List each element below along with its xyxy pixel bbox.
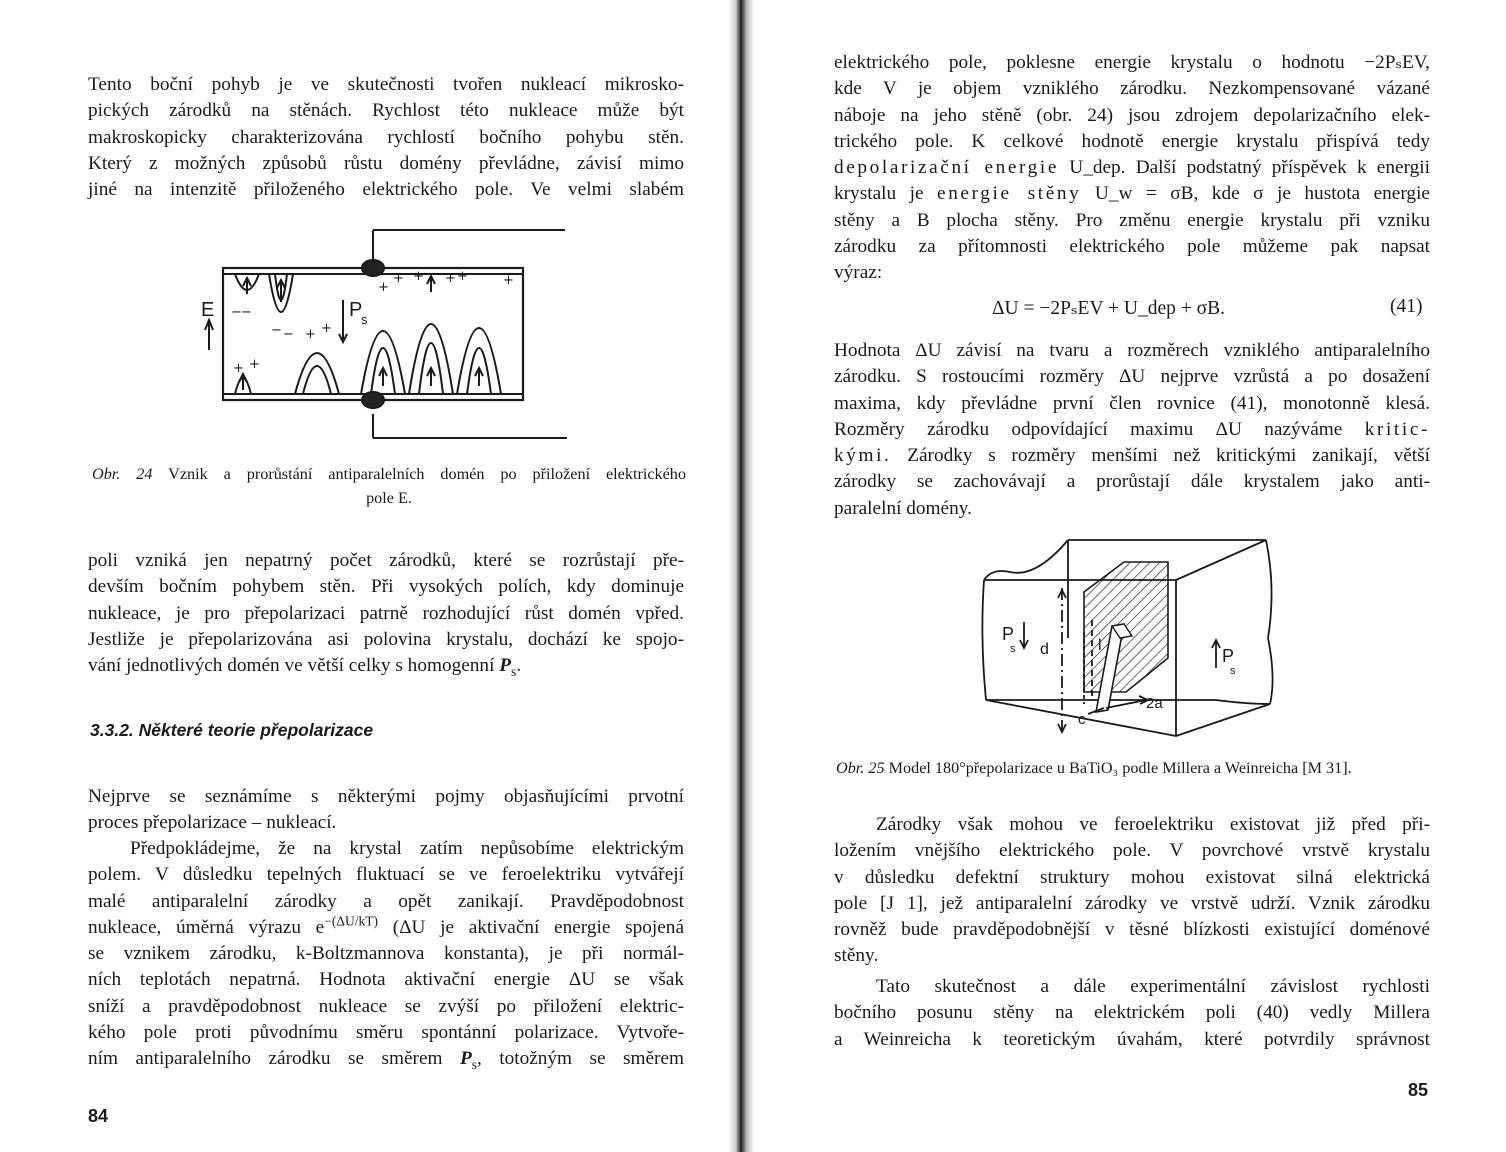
spaced-term: depolarizační energie bbox=[834, 157, 1060, 179]
text-line: Tento boční pohyb je ve skutečnosti tvořen nukleací mikrosko- bbox=[88, 74, 684, 95]
text-line: náboje na jeho stěně (obr. 24) jsou zdrojem depolarizačního elek- bbox=[834, 104, 1430, 126]
charge-sign: + bbox=[445, 271, 456, 286]
text-line: polem. V důsledku tepelných fluktuací se ve feroelektriku vytvářejí bbox=[88, 864, 684, 886]
charge-sign: + bbox=[378, 280, 389, 295]
text-line: Který z možných způsobů růstu domény převládne, závisí mimo bbox=[88, 152, 684, 174]
text-line: kého pole proti původnímu směru spontánní polarizace. Vytvoře- bbox=[88, 1022, 684, 1044]
text-line: trického pole. K celkové hodnotě energie krystalu přispívá tedy bbox=[834, 130, 1430, 152]
text-line: elektrického pole, poklesne energie krystalu o hodnotu −2PₛEV, bbox=[834, 52, 1430, 73]
text-line: ložením vnějšího elektrického pole. V povrchové vrstvě krystalu bbox=[834, 840, 1430, 862]
caption-line: pole E. bbox=[366, 489, 412, 507]
text-line: depolarizační energie U_dep. Další podstatný příspěvek k energii bbox=[834, 157, 1430, 179]
spaced-term: kritic- bbox=[1364, 418, 1430, 440]
charge-sign: + bbox=[249, 357, 260, 372]
text-line: ních teplotách nepatrná. Hodnota aktivační energie ΔU se však bbox=[88, 969, 684, 991]
figure-24-domain-diagram bbox=[195, 222, 585, 444]
charge-sign: − bbox=[241, 305, 252, 320]
text-line: Rozměry zárodku odpovídající maximu ΔU nazýváme kritic- bbox=[834, 418, 1430, 440]
figure-25-nucleus-model bbox=[976, 528, 1286, 742]
text-line: malé antiparalelní zárodky a opět zanikají. Pravděpodobnost bbox=[88, 890, 684, 912]
text-line: Hodnota ΔU závisí na tvaru a rozměrech vzniklého antiparalelního bbox=[834, 340, 1430, 361]
equation-number: (41) bbox=[1390, 296, 1423, 317]
left-page bbox=[0, 0, 730, 1152]
text-line: Jestliže je přepolarizována asi polovina krystalu, dochází ke spojo- bbox=[88, 628, 684, 650]
text-line: Předpokládejme, že na krystal zatím nepůsobíme elektrickým bbox=[130, 838, 684, 859]
left-paragraph-1 bbox=[88, 72, 684, 203]
text-line: stěny a B plocha stěny. Pro změnu energie krystalu při vzniku bbox=[834, 209, 1430, 231]
right-page bbox=[752, 0, 1506, 1152]
spaced-term: kými. bbox=[834, 445, 892, 467]
left-paragraph-3 bbox=[88, 784, 684, 837]
section-heading: 3.3.2. Některé teorie přepolarizace bbox=[90, 720, 374, 740]
caption-figure-number: Obr. 25 bbox=[836, 759, 885, 777]
figure-25-caption bbox=[836, 756, 1432, 780]
caption-line bbox=[836, 756, 1432, 780]
text-line: Zárodky však mohou ve feroelektriku existovat již před při- bbox=[876, 814, 1430, 835]
charge-sign: + bbox=[321, 321, 332, 336]
text-line: nukleace, úměrná výrazu $e^{-(\Delta U/kT)}$ (ΔU je aktivační energie spojená bbox=[88, 913, 685, 938]
crystal-block-edge bbox=[1266, 540, 1273, 704]
polarization-label: P bbox=[349, 299, 363, 321]
charge-sign: + bbox=[305, 327, 316, 342]
text-line: a Weinreicha k teoretickým úvahám, které potvrdily správnost bbox=[834, 1028, 1430, 1050]
text-line: se vznikem zárodku, k-Boltzmannova konstanta), je při normál- bbox=[88, 943, 684, 965]
text-line: jiné na intenzitě přiloženého elektrického pole. Ve velmi slabém bbox=[88, 179, 684, 201]
charge-sign: + bbox=[503, 273, 514, 288]
domain-bottom bbox=[295, 353, 339, 394]
field-label: E bbox=[201, 299, 215, 321]
text-line: paralelní domény. bbox=[834, 497, 972, 519]
caption-line bbox=[92, 462, 686, 486]
electrode-top bbox=[362, 260, 384, 276]
equation-41: ΔU = −2PₛEV + U_dep + σB. bbox=[992, 298, 1226, 319]
text-line: nukleace, je pro přepolarizaci patrně rozhodující růst domén vpřed. bbox=[88, 602, 684, 624]
left-paragraph-4 bbox=[88, 836, 684, 1073]
text-line: devším bočním pohybem stěn. Při vysokých polích, kdy dominuje bbox=[88, 576, 684, 598]
symbol-ps: P bbox=[499, 655, 512, 677]
text-line: vání jednotlivých domén ve větší celky s homogenní $P_s$. bbox=[88, 655, 522, 680]
exponent: −(ΔU/kT) bbox=[324, 913, 378, 929]
text-line: makroskopicky charakterizována rychlostí bočního pohybu stěn. bbox=[88, 126, 684, 148]
text-line: poli vzniká jen nepatrný počet zárodků, které se rozrůstají pře- bbox=[88, 550, 684, 571]
electrode-bottom bbox=[362, 392, 384, 408]
text-line: Nejprve se seznámíme s některými pojmy objasňujícími prvotní bbox=[88, 786, 684, 807]
dimension-label-2a: 2a bbox=[1146, 695, 1163, 712]
text-line: krystalu je energie stěny U_w = σB, kde σ je hustota energie bbox=[834, 183, 1430, 205]
text-line: zárodku za přítomnosti elektrického pole můžeme pak napsat bbox=[834, 236, 1430, 258]
spaced-term: energie stěny bbox=[937, 183, 1082, 205]
domain-bottom bbox=[303, 366, 331, 394]
book-gutter bbox=[728, 0, 754, 1152]
polarization-subscript: s bbox=[361, 312, 368, 327]
polarization-label-left: P bbox=[1002, 624, 1015, 644]
charge-sign: + bbox=[457, 269, 468, 284]
figure-24-caption bbox=[92, 462, 686, 510]
text-line: stěny. bbox=[834, 945, 879, 967]
right-paragraph-2 bbox=[834, 338, 1430, 522]
crystal-block-edge bbox=[1176, 704, 1270, 736]
symbol-ps: P bbox=[459, 1048, 472, 1070]
polarization-subscript-left: s bbox=[1010, 643, 1016, 655]
left-paragraph-2 bbox=[88, 548, 684, 679]
caption-text: Vznik a prorůstání antiparalelních domén po přiložení elektrického bbox=[168, 465, 686, 483]
caption-figure-number: Obr. 24 bbox=[92, 465, 153, 483]
text-line: kde V je objem vzniklého zárodku. Nezkompensované vázané bbox=[834, 78, 1430, 100]
text-line: pole [J 1], jež antiparalelní zárodky ve vrstvě udrží. Vznik zárodku bbox=[834, 892, 1430, 914]
text-line: kými. Zárodky s rozměry menšími než kritickými zanikají, větší bbox=[834, 445, 1430, 467]
text-line: rovněž bude pravděpodobnější v těsné blízkosti existující doménové bbox=[834, 919, 1430, 941]
right-paragraph-1 bbox=[834, 50, 1430, 287]
text-line: pických zárodků na stěnách. Rychlost této nukleace může být bbox=[88, 100, 684, 122]
text-line: proces přepolarizace – nukleací. bbox=[88, 812, 337, 834]
text-line: zárodky se zachovávají a prorůstají dále krystalem jako anti- bbox=[834, 471, 1430, 493]
dimension-label-c: c bbox=[1078, 711, 1086, 728]
charge-sign: + bbox=[233, 361, 244, 376]
charge-sign: + bbox=[393, 271, 404, 286]
page-number: 85 bbox=[1408, 1080, 1429, 1100]
crystal-block-edge bbox=[982, 580, 986, 700]
caption-text: Model 180°přepolarizace u BaTiO₃ podle Millera a Weinreicha [M 31]. bbox=[888, 759, 1352, 777]
charge-sign: − bbox=[231, 305, 242, 320]
polarization-subscript-right: s bbox=[1230, 665, 1236, 677]
right-paragraph-3 bbox=[834, 812, 1430, 970]
charge-sign: + bbox=[413, 269, 424, 284]
dimension-label-l: l bbox=[1098, 637, 1102, 654]
text-line: ním antiparalelního zárodku se směrem $P_s$, totožným se směrem bbox=[88, 1048, 684, 1073]
page-number: 84 bbox=[88, 1106, 109, 1126]
text-line: v důsledku defektní struktury mohou existovat silná elektrická bbox=[834, 866, 1430, 888]
text-line: maxima, kdy převládne první člen rovnice (41), monotonně klesá. bbox=[834, 392, 1430, 414]
text-line: bočního posunu stěny na elektrickém poli (40) vedly Millera bbox=[834, 1002, 1430, 1024]
text-line: Tato skutečnost a dále experimentální závislost rychlosti bbox=[876, 976, 1430, 997]
crystal-block-edge bbox=[1176, 540, 1266, 580]
text-line: zárodku. S rostoucími rozměry ΔU nejprve vzrůstá a po dosažení bbox=[834, 366, 1430, 388]
text-line: výraz: bbox=[834, 262, 883, 284]
polarization-label-right: P bbox=[1222, 646, 1235, 666]
dimension-label-d: d bbox=[1040, 641, 1049, 658]
right-paragraph-4 bbox=[834, 974, 1430, 1053]
crystal-block-edge bbox=[984, 540, 1068, 580]
charge-sign: − bbox=[271, 323, 282, 338]
text-line: sníží a pravděpodobnost nukleace se zvýší po přiložení elektric- bbox=[88, 995, 684, 1017]
charge-sign: − bbox=[283, 327, 294, 342]
